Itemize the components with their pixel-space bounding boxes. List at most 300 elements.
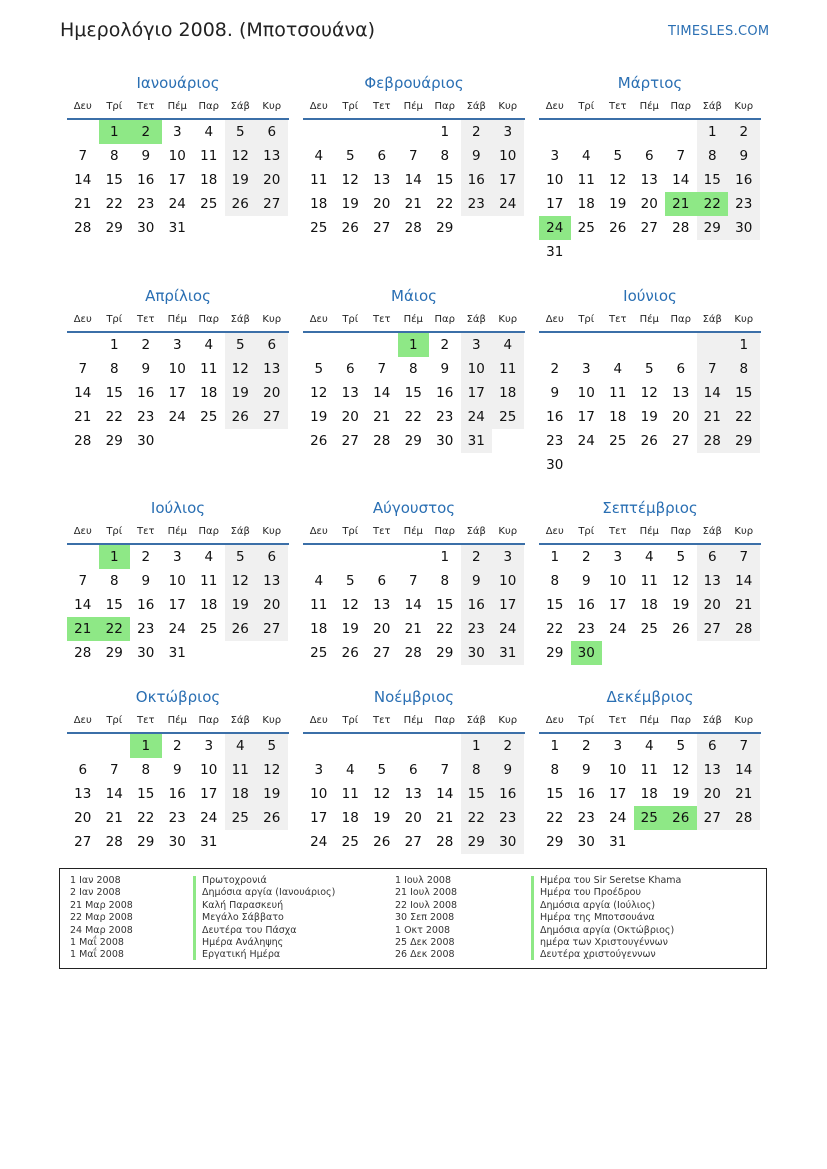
day-cell: 19	[310, 409, 328, 425]
day-cell: 15	[105, 172, 123, 188]
weekday-label: Τετ	[608, 526, 627, 537]
empty-cell	[665, 641, 697, 665]
weekday-label: Σάβ	[230, 101, 250, 112]
day-cell: 24	[492, 192, 524, 216]
day-cell: 17	[609, 597, 627, 613]
day-cell: 16	[728, 168, 760, 192]
day-cell: 4	[314, 573, 324, 589]
day-cell: 6	[78, 762, 88, 778]
day-cell: 10	[168, 361, 186, 377]
day-cell: 21	[105, 810, 123, 826]
empty-cell	[335, 333, 367, 357]
day-cell: 8	[109, 573, 119, 589]
weekday-label: Δευ	[73, 314, 92, 325]
day-cell: 22	[99, 617, 131, 641]
legend-left-dates	[70, 875, 133, 962]
weekday-header	[303, 521, 525, 545]
day-cell: 31	[200, 834, 218, 850]
day-cell: 8	[440, 573, 450, 589]
empty-cell	[303, 333, 335, 357]
day-cell: 23	[137, 621, 155, 637]
weekday-label: Παρ	[434, 314, 455, 325]
day-cell: 11	[200, 573, 218, 589]
brand-link[interactable]: TIMESLES.COM	[668, 24, 770, 39]
day-cell: 8	[109, 148, 119, 164]
empty-cell	[571, 453, 603, 477]
day-cell: 21	[665, 192, 697, 216]
day-cell: 2	[550, 361, 560, 377]
month-block	[67, 686, 289, 854]
day-cell: 30	[168, 834, 186, 850]
weekday-label: Δευ	[309, 715, 328, 726]
weekday-label: Κυρ	[498, 526, 518, 537]
day-cell: 24	[577, 433, 595, 449]
day-cell: 11	[341, 786, 359, 802]
day-cell: 26	[225, 192, 257, 216]
month-block	[67, 285, 289, 453]
weekday-label: Σάβ	[702, 314, 722, 325]
day-cell: 28	[74, 645, 92, 661]
legend-date: 24 Μαρ 2008	[70, 924, 133, 936]
weekday-label: Σάβ	[230, 715, 250, 726]
day-cell: 1	[99, 120, 131, 144]
legend-right-names	[540, 875, 681, 962]
empty-cell	[67, 333, 99, 357]
day-cell: 26	[341, 220, 359, 236]
day-cell: 19	[672, 597, 690, 613]
day-cell: 23	[137, 196, 155, 212]
day-cell: 29	[105, 433, 123, 449]
day-cell: 4	[204, 337, 214, 353]
day-cell: 12	[225, 569, 257, 593]
day-cell: 2	[581, 549, 591, 565]
day-cell: 15	[546, 597, 564, 613]
day-cell: 9	[440, 361, 450, 377]
empty-cell	[429, 734, 461, 758]
day-cell: 16	[546, 409, 564, 425]
day-cell: 2	[461, 120, 493, 144]
day-grid	[539, 333, 761, 477]
day-cell: 19	[225, 381, 257, 405]
legend-name: Δευτέρα του Πάσχα	[202, 924, 297, 936]
day-cell: 15	[546, 786, 564, 802]
day-cell: 18	[577, 196, 595, 212]
day-cell: 5	[644, 361, 654, 377]
weekday-label: Τρί	[106, 314, 123, 325]
day-cell: 26	[672, 621, 690, 637]
day-cell: 6	[377, 573, 387, 589]
weekday-label: Κυρ	[262, 314, 282, 325]
day-cell: 16	[577, 597, 595, 613]
day-cell: 21	[74, 409, 92, 425]
weekday-label: Πέμ	[167, 526, 187, 537]
day-cell: 14	[436, 786, 454, 802]
day-cell: 14	[105, 786, 123, 802]
day-cell: 10	[609, 573, 627, 589]
empty-cell	[335, 734, 367, 758]
day-cell: 21	[74, 196, 92, 212]
day-cell: 1	[550, 738, 560, 754]
day-cell: 20	[256, 168, 288, 192]
legend-name: ημέρα των Χριστουγέννων	[540, 936, 668, 948]
day-cell: 14	[74, 385, 92, 401]
month-block	[67, 497, 289, 665]
day-cell: 25	[200, 409, 218, 425]
legend-name: Καλή Παρασκευή	[202, 899, 284, 911]
legend-right-dates	[395, 875, 457, 962]
day-cell: 23	[728, 192, 760, 216]
weekday-label: Πέμ	[639, 526, 659, 537]
day-cell: 2	[440, 337, 450, 353]
weekday-label: Παρ	[198, 101, 219, 112]
day-cell: 14	[404, 597, 422, 613]
weekday-label: Σάβ	[702, 526, 722, 537]
page-title: Ημερολόγιο 2008. (Μποτσουάνα)	[60, 19, 376, 41]
weekday-label: Τρί	[578, 101, 595, 112]
month-block	[303, 285, 525, 453]
day-cell: 21	[697, 405, 729, 429]
legend-name: Μεγάλο Σάββατο	[202, 912, 284, 924]
day-cell: 2	[141, 337, 151, 353]
day-cell: 22	[546, 810, 564, 826]
legend-date: 2 Ιαν 2008	[70, 887, 121, 899]
day-cell: 17	[168, 172, 186, 188]
day-cell: 16	[137, 597, 155, 613]
day-cell: 12	[310, 385, 328, 401]
empty-cell	[697, 453, 729, 477]
day-cell: 28	[728, 806, 760, 830]
day-cell: 15	[105, 385, 123, 401]
day-cell: 16	[137, 385, 155, 401]
day-cell: 5	[345, 148, 355, 164]
empty-cell	[602, 333, 634, 357]
day-cell: 14	[728, 758, 760, 782]
day-cell: 21	[728, 593, 760, 617]
day-cell: 11	[200, 361, 218, 377]
legend-marker-right	[531, 876, 534, 960]
legend-date: 1 Οκτ 2008	[395, 924, 451, 936]
weekday-label: Τετ	[608, 314, 627, 325]
empty-cell	[225, 216, 257, 240]
day-cell: 29	[728, 429, 760, 453]
day-cell: 18	[310, 196, 328, 212]
empty-cell	[162, 429, 194, 453]
day-cell: 2	[492, 734, 524, 758]
day-cell: 16	[436, 385, 454, 401]
weekday-label: Δευ	[73, 101, 92, 112]
day-cell: 28	[672, 220, 690, 236]
weekday-label: Πέμ	[403, 526, 423, 537]
weekday-label: Σάβ	[702, 715, 722, 726]
day-cell: 23	[546, 433, 564, 449]
weekday-label: Πέμ	[639, 101, 659, 112]
day-cell: 11	[640, 573, 658, 589]
day-cell: 16	[492, 782, 524, 806]
day-cell: 12	[341, 597, 359, 613]
day-cell: 29	[404, 433, 422, 449]
day-cell: 26	[225, 617, 257, 641]
day-cell: 14	[373, 385, 391, 401]
legend-date: 1 Μαΐ 2008	[70, 936, 124, 948]
legend-name: Ημέρα του Sir Seretse Khama	[540, 875, 682, 886]
day-cell: 26	[373, 834, 391, 850]
day-cell: 18	[200, 597, 218, 613]
weekday-label: Τετ	[136, 101, 155, 112]
weekday-label: Τετ	[608, 101, 627, 112]
empty-cell	[256, 429, 288, 453]
month-name: Μάιος	[391, 287, 437, 305]
day-cell: 8	[550, 573, 560, 589]
empty-cell	[665, 120, 697, 144]
day-cell: 10	[609, 762, 627, 778]
empty-cell	[728, 453, 760, 477]
day-cell: 14	[74, 172, 92, 188]
weekday-label: Πέμ	[167, 101, 187, 112]
day-cell: 2	[172, 738, 182, 754]
month-name: Φεβρουάριος	[364, 74, 464, 92]
month-block	[539, 497, 761, 665]
day-cell: 7	[408, 573, 418, 589]
day-cell: 3	[172, 124, 182, 140]
day-cell: 4	[204, 549, 214, 565]
day-cell: 12	[672, 762, 690, 778]
day-cell: 6	[644, 148, 654, 164]
month-name: Σεπτέμβριος	[602, 499, 698, 517]
day-cell: 2	[581, 738, 591, 754]
day-cell: 28	[74, 433, 92, 449]
day-cell: 20	[697, 782, 729, 806]
day-cell: 5	[377, 762, 387, 778]
legend-name: Ημέρα του Προέδρου	[540, 887, 641, 899]
day-cell: 26	[310, 433, 328, 449]
legend-name: Εργατική Ημέρα	[202, 949, 281, 961]
day-cell: 13	[640, 172, 658, 188]
day-cell: 28	[697, 429, 729, 453]
day-grid	[67, 545, 289, 665]
day-cell: 17	[546, 196, 564, 212]
day-cell: 5	[225, 333, 257, 357]
day-cell: 28	[436, 834, 454, 850]
empty-cell	[665, 240, 697, 264]
day-cell: 8	[550, 762, 560, 778]
day-cell: 19	[672, 786, 690, 802]
month-block	[303, 686, 525, 854]
day-cell: 27	[341, 433, 359, 449]
day-cell: 6	[377, 148, 387, 164]
empty-cell	[225, 830, 257, 854]
weekday-header	[67, 96, 289, 120]
day-cell: 23	[436, 409, 454, 425]
day-cell: 22	[404, 409, 422, 425]
day-cell: 13	[256, 357, 288, 381]
day-cell: 25	[577, 220, 595, 236]
empty-cell	[602, 641, 634, 665]
day-cell: 11	[200, 148, 218, 164]
weekday-label: Παρ	[670, 101, 691, 112]
day-cell: 27	[697, 617, 729, 641]
day-cell: 9	[141, 148, 151, 164]
day-cell: 24	[168, 409, 186, 425]
day-cell: 4	[644, 549, 654, 565]
legend-name: Δημόσια αργία (Ιούλιος)	[540, 899, 656, 911]
day-cell: 17	[492, 593, 524, 617]
weekday-label: Κυρ	[734, 526, 754, 537]
day-cell: 22	[697, 192, 729, 216]
empty-cell	[602, 453, 634, 477]
day-cell: 7	[408, 148, 418, 164]
day-cell: 1	[550, 549, 560, 565]
empty-cell	[492, 429, 524, 453]
legend-date: 25 Δεκ 2008	[395, 936, 455, 948]
day-cell: 18	[200, 172, 218, 188]
day-cell: 13	[256, 569, 288, 593]
day-cell: 11	[310, 172, 328, 188]
day-cell: 11	[609, 385, 627, 401]
day-cell: 1	[697, 120, 729, 144]
day-grid	[67, 333, 289, 453]
day-cell: 29	[105, 220, 123, 236]
day-cell: 9	[141, 361, 151, 377]
day-cell: 5	[676, 549, 686, 565]
empty-cell	[665, 333, 697, 357]
day-cell: 3	[172, 337, 182, 353]
weekday-label: Τετ	[136, 715, 155, 726]
day-cell: 14	[404, 172, 422, 188]
weekday-label: Δευ	[545, 526, 564, 537]
day-cell: 7	[109, 762, 119, 778]
empty-cell	[571, 333, 603, 357]
day-cell: 29	[105, 645, 123, 661]
day-cell: 27	[256, 405, 288, 429]
day-cell: 25	[310, 220, 328, 236]
day-grid	[67, 120, 289, 240]
day-cell: 23	[461, 192, 493, 216]
weekday-label: Τρί	[342, 101, 359, 112]
day-grid	[303, 120, 525, 240]
day-cell: 10	[168, 573, 186, 589]
empty-cell	[634, 453, 666, 477]
day-cell: 28	[74, 220, 92, 236]
day-cell: 18	[310, 621, 328, 637]
day-cell: 7	[377, 361, 387, 377]
empty-cell	[697, 240, 729, 264]
day-cell: 27	[373, 645, 391, 661]
day-cell: 22	[436, 621, 454, 637]
day-cell: 29	[137, 834, 155, 850]
day-cell: 25	[225, 806, 257, 830]
day-cell: 18	[200, 385, 218, 401]
legend-name: Δευτέρα χριστούγεννων	[540, 949, 656, 961]
weekday-label: Δευ	[73, 526, 92, 537]
legend-date: 1 Ιαν 2008	[70, 875, 121, 886]
weekday-label: Παρ	[198, 526, 219, 537]
day-cell: 27	[256, 192, 288, 216]
day-cell: 13	[373, 597, 391, 613]
day-cell: 13	[341, 385, 359, 401]
empty-cell	[602, 240, 634, 264]
day-cell: 12	[672, 573, 690, 589]
month-name: Νοέμβριος	[373, 688, 455, 706]
day-cell: 28	[404, 645, 422, 661]
day-cell: 24	[539, 216, 571, 240]
day-cell: 16	[137, 172, 155, 188]
empty-cell	[634, 333, 666, 357]
day-cell: 10	[577, 385, 595, 401]
weekday-label: Τρί	[106, 101, 123, 112]
day-cell: 12	[341, 172, 359, 188]
day-cell: 10	[310, 786, 328, 802]
weekday-label: Κυρ	[498, 715, 518, 726]
day-cell: 30	[728, 216, 760, 240]
day-cell: 18	[492, 381, 524, 405]
day-cell: 25	[310, 645, 328, 661]
day-cell: 16	[577, 786, 595, 802]
weekday-header	[303, 710, 525, 734]
empty-cell	[571, 240, 603, 264]
empty-cell	[728, 641, 760, 665]
day-cell: 15	[436, 172, 454, 188]
day-cell: 6	[256, 545, 288, 569]
day-cell: 31	[168, 220, 186, 236]
day-cell: 13	[697, 569, 729, 593]
day-cell: 14	[74, 597, 92, 613]
day-cell: 9	[141, 573, 151, 589]
day-cell: 3	[613, 738, 623, 754]
day-cell: 6	[697, 545, 729, 569]
day-cell: 1	[728, 333, 760, 357]
day-cell: 9	[492, 758, 524, 782]
day-cell: 23	[492, 806, 524, 830]
weekday-label: Παρ	[434, 101, 455, 112]
weekday-label: Τρί	[578, 314, 595, 325]
weekday-label: Τρί	[342, 314, 359, 325]
day-cell: 31	[168, 645, 186, 661]
day-cell: 25	[634, 806, 666, 830]
day-cell: 6	[345, 361, 355, 377]
weekday-label: Τρί	[106, 715, 123, 726]
legend-date: 1 Ιουλ 2008	[395, 875, 451, 886]
weekday-header	[67, 521, 289, 545]
day-cell: 4	[644, 738, 654, 754]
day-cell: 20	[373, 621, 391, 637]
legend-date: 26 Δεκ 2008	[395, 949, 455, 961]
day-cell: 31	[492, 641, 524, 665]
day-cell: 7	[78, 573, 88, 589]
day-cell: 21	[728, 782, 760, 806]
weekday-header	[539, 96, 761, 120]
day-cell: 30	[137, 220, 155, 236]
day-cell: 2	[461, 545, 493, 569]
day-cell: 20	[373, 196, 391, 212]
day-cell: 4	[613, 361, 623, 377]
empty-cell	[634, 120, 666, 144]
weekday-label: Σάβ	[466, 101, 486, 112]
day-cell: 1	[109, 337, 119, 353]
day-cell: 13	[672, 385, 690, 401]
day-cell: 3	[492, 120, 524, 144]
weekday-label: Δευ	[545, 101, 564, 112]
weekday-label: Πέμ	[403, 314, 423, 325]
weekday-label: Τρί	[342, 715, 359, 726]
day-cell: 14	[672, 172, 690, 188]
weekday-label: Παρ	[670, 314, 691, 325]
day-cell: 19	[225, 168, 257, 192]
day-cell: 11	[577, 172, 595, 188]
day-cell: 10	[200, 762, 218, 778]
empty-cell	[193, 429, 225, 453]
day-cell: 20	[672, 409, 690, 425]
day-cell: 15	[105, 597, 123, 613]
